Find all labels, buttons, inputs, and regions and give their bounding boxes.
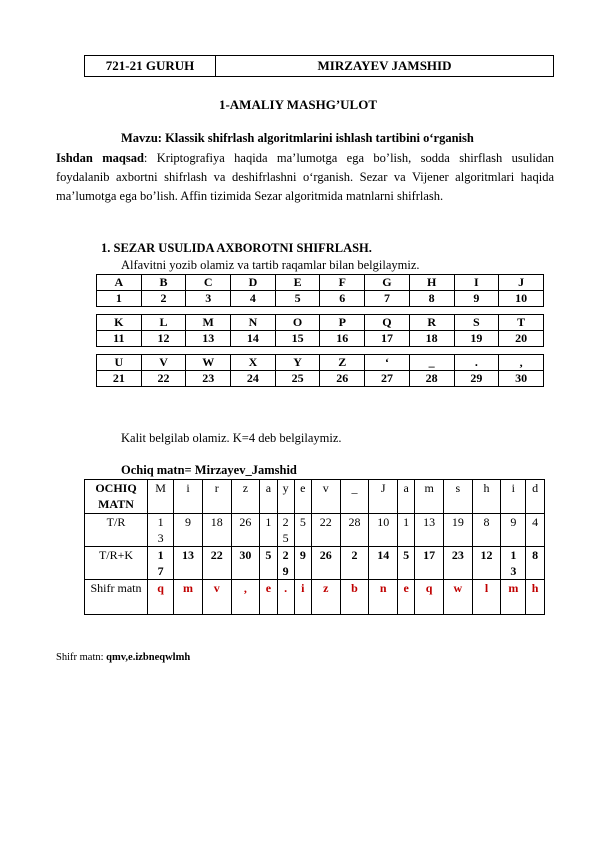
alphabet-letter-row bbox=[97, 355, 544, 371]
shifted-number-row-cell: 5 bbox=[398, 547, 415, 580]
alphabet-number-row bbox=[97, 291, 544, 307]
alphabet-letter-cell: G bbox=[365, 275, 410, 291]
order-number-row-cell: 1 bbox=[260, 514, 277, 547]
alphabet-spacer-cell bbox=[409, 307, 454, 315]
alphabet-number-cell: 13 bbox=[186, 331, 231, 347]
section-heading: 1. SEZAR USULIDA AXBOROTNI SHIFRLASH. bbox=[101, 241, 372, 255]
shifted-number-row-cell: 2 9 bbox=[277, 547, 294, 580]
alphabet-spacer-cell bbox=[499, 347, 544, 355]
alphabet-letter-cell: O bbox=[275, 315, 320, 331]
order-number-row-cell: 13 bbox=[415, 514, 444, 547]
order-number-row-cell: 8 bbox=[472, 514, 501, 547]
alphabet-number-cell: 24 bbox=[231, 371, 276, 387]
shifted-number-row-cell: 26 bbox=[311, 547, 340, 580]
alphabet-spacer-cell bbox=[454, 347, 499, 355]
ciphertext-row-cell: q bbox=[415, 580, 444, 615]
alphabet-number-cell: 1 bbox=[97, 291, 142, 307]
order-number-row-cell: 1 3 bbox=[148, 514, 174, 547]
alphabet-letter-cell: W bbox=[186, 355, 231, 371]
order-number-row-cell: 26 bbox=[231, 514, 260, 547]
row-label-cell: OCHIQ MATN bbox=[85, 480, 148, 514]
shifted-number-row-cell: 30 bbox=[231, 547, 260, 580]
alphabet-spacer-cell bbox=[186, 307, 231, 315]
alphabet-spacer-cell bbox=[320, 347, 365, 355]
ciphertext-row-cell: . bbox=[277, 580, 294, 615]
alphabet-number-cell: 8 bbox=[409, 291, 454, 307]
alphabet-spacer-cell bbox=[365, 307, 410, 315]
alphabet-number-cell: 12 bbox=[141, 331, 186, 347]
shifted-number-row-cell: 5 bbox=[260, 547, 277, 580]
alphabet-number-cell: 9 bbox=[454, 291, 499, 307]
plaintext-row-cell: z bbox=[231, 480, 260, 514]
plaintext-row-cell: M bbox=[148, 480, 174, 514]
key-line: Kalit belgilab olamiz. K=4 deb belgilaymiz. bbox=[121, 431, 342, 445]
alphabet-number-cell: 19 bbox=[454, 331, 499, 347]
alphabet-letter-cell: Q bbox=[365, 315, 410, 331]
alphabet-letter-cell: D bbox=[231, 275, 276, 291]
alphabet-number-cell: 30 bbox=[499, 371, 544, 387]
alphabet-letter-cell: P bbox=[320, 315, 365, 331]
plaintext-row-cell: h bbox=[472, 480, 501, 514]
alphabet-letter-cell: J bbox=[499, 275, 544, 291]
ciphertext-row bbox=[85, 580, 545, 615]
plaintext-row-cell: d bbox=[526, 480, 545, 514]
alphabet-letter-row bbox=[97, 275, 544, 291]
alphabet-number-cell: 6 bbox=[320, 291, 365, 307]
shifted-number-row-cell: 22 bbox=[202, 547, 231, 580]
encryption-table bbox=[84, 479, 545, 615]
alphabet-letter-cell: S bbox=[454, 315, 499, 331]
shifted-number-row-cell: 9 bbox=[294, 547, 311, 580]
alphabet-letter-cell: Y bbox=[275, 355, 320, 371]
order-number-row-cell: 4 bbox=[526, 514, 545, 547]
alphabet-letter-cell: . bbox=[454, 355, 499, 371]
alphabet-number-cell: 20 bbox=[499, 331, 544, 347]
alphabet-number-cell: 18 bbox=[409, 331, 454, 347]
alphabet-number-cell: 16 bbox=[320, 331, 365, 347]
plaintext-row-cell: s bbox=[443, 480, 472, 514]
alphabet-letter-cell: K bbox=[97, 315, 142, 331]
ciphertext-row-cell: e bbox=[398, 580, 415, 615]
alphabet-letter-cell: M bbox=[186, 315, 231, 331]
alphabet-spacer-cell bbox=[231, 347, 276, 355]
cipher-summary bbox=[56, 652, 190, 663]
alphabet-number-cell: 23 bbox=[186, 371, 231, 387]
order-number-row-cell: 18 bbox=[202, 514, 231, 547]
plaintext-line: Ochiq matn= Mirzayev_Jamshid bbox=[121, 463, 297, 477]
alphabet-letter-cell: C bbox=[186, 275, 231, 291]
order-number-row-cell: 19 bbox=[443, 514, 472, 547]
ciphertext-row-cell: m bbox=[501, 580, 526, 615]
alphabet-number-cell: 7 bbox=[365, 291, 410, 307]
ciphertext-row-cell: i bbox=[294, 580, 311, 615]
alphabet-letter-cell: Z bbox=[320, 355, 365, 371]
ciphertext-row-cell: , bbox=[231, 580, 260, 615]
group-cell: 721-21 GURUH bbox=[85, 56, 216, 77]
ciphertext-row-cell: w bbox=[443, 580, 472, 615]
ciphertext-row-cell: l bbox=[472, 580, 501, 615]
alphabet-spacer-cell bbox=[141, 347, 186, 355]
page-title: 1-AMALIY MASHG’ULOT bbox=[218, 97, 378, 112]
order-number-row-cell: 2 5 bbox=[277, 514, 294, 547]
alphabet-spacer-cell bbox=[231, 307, 276, 315]
alphabet-letter-cell: A bbox=[97, 275, 142, 291]
order-number-row-cell: 22 bbox=[311, 514, 340, 547]
order-number-row-cell: 1 bbox=[398, 514, 415, 547]
shifted-number-row bbox=[85, 547, 545, 580]
ciphertext-row-cell: b bbox=[340, 580, 369, 615]
alphabet-number-row bbox=[97, 371, 544, 387]
row-label-cell: T/R bbox=[85, 514, 148, 547]
shifted-number-row-cell: 1 7 bbox=[148, 547, 174, 580]
alphabet-spacer-cell bbox=[499, 307, 544, 315]
plaintext-row-cell: y bbox=[277, 480, 294, 514]
alphabet-number-cell: 11 bbox=[97, 331, 142, 347]
alphabet-letter-cell: L bbox=[141, 315, 186, 331]
alphabet-letter-cell: X bbox=[231, 355, 276, 371]
ciphertext-row-cell: h bbox=[526, 580, 545, 615]
purpose-text: : Kriptografiya haqida ma’lumotga ega bo’lish, sodda shirflash usulidan foydalanib axbortni shifrlash va deshifrlashni o‘rganish. Sezar va Vijener algoritmlari haqida ma’lumotga ega bo’lish. Affin tizimida Sezar algoritmida matnlarni shifrlash. bbox=[56, 151, 554, 203]
row-label-cell: Shifr matn bbox=[85, 580, 148, 615]
alphabet-letter-cell: U bbox=[97, 355, 142, 371]
shifted-number-row-cell: 23 bbox=[443, 547, 472, 580]
alphabet-number-cell: 4 bbox=[231, 291, 276, 307]
shifted-number-row-cell: 1 3 bbox=[501, 547, 526, 580]
order-number-row-cell: 9 bbox=[501, 514, 526, 547]
alphabet-number-cell: 21 bbox=[97, 371, 142, 387]
plaintext-row-cell: a bbox=[398, 480, 415, 514]
alphabet-letter-cell: I bbox=[454, 275, 499, 291]
purpose-label: Ishdan maqsad bbox=[56, 151, 144, 165]
alphabet-letter-cell: ‘ bbox=[365, 355, 410, 371]
alphabet-letter-cell: E bbox=[275, 275, 320, 291]
alphabet-spacer-cell bbox=[141, 307, 186, 315]
alphabet-table bbox=[96, 274, 544, 387]
alphabet-number-cell: 2 bbox=[141, 291, 186, 307]
alphabet-number-cell: 3 bbox=[186, 291, 231, 307]
alphabet-letter-cell: N bbox=[231, 315, 276, 331]
plaintext-row-cell: v bbox=[311, 480, 340, 514]
alphabet-number-cell: 26 bbox=[320, 371, 365, 387]
order-number-row bbox=[85, 514, 545, 547]
alphabet-spacer-cell bbox=[275, 347, 320, 355]
alphabet-spacer-cell bbox=[454, 307, 499, 315]
alphabet-spacer-cell bbox=[97, 307, 142, 315]
student-name-cell: MIRZAYEV JAMSHID bbox=[216, 56, 554, 77]
alphabet-intro: Alfavitni yozib olamiz va tartib raqamlar bilan belgilaymiz. bbox=[121, 258, 420, 272]
alphabet-letter-cell: H bbox=[409, 275, 454, 291]
order-number-row-cell: 28 bbox=[340, 514, 369, 547]
plaintext-row-cell: a bbox=[260, 480, 277, 514]
plaintext-row-cell: r bbox=[202, 480, 231, 514]
alphabet-letter-row bbox=[97, 315, 544, 331]
alphabet-number-cell: 10 bbox=[499, 291, 544, 307]
alphabet-number-cell: 15 bbox=[275, 331, 320, 347]
alphabet-number-cell: 25 bbox=[275, 371, 320, 387]
alphabet-letter-cell: V bbox=[141, 355, 186, 371]
alphabet-letter-cell: _ bbox=[409, 355, 454, 371]
alphabet-number-row bbox=[97, 331, 544, 347]
alphabet-spacer-row bbox=[97, 307, 544, 315]
shifted-number-row-cell: 12 bbox=[472, 547, 501, 580]
ciphertext-row-cell: z bbox=[311, 580, 340, 615]
plaintext-row-cell: i bbox=[174, 480, 203, 514]
alphabet-number-cell: 17 bbox=[365, 331, 410, 347]
ciphertext-row-cell: q bbox=[148, 580, 174, 615]
row-label-cell: T/R+K bbox=[85, 547, 148, 580]
alphabet-spacer-cell bbox=[320, 307, 365, 315]
ciphertext-row-cell: e bbox=[260, 580, 277, 615]
order-number-row-cell: 5 bbox=[294, 514, 311, 547]
header-table bbox=[84, 55, 554, 77]
alphabet-spacer-cell bbox=[365, 347, 410, 355]
plaintext-row-cell: J bbox=[369, 480, 398, 514]
alphabet-letter-cell: F bbox=[320, 275, 365, 291]
alphabet-letter-cell: T bbox=[499, 315, 544, 331]
plaintext-row-cell: e bbox=[294, 480, 311, 514]
plaintext-row-cell: i bbox=[501, 480, 526, 514]
alphabet-number-cell: 28 bbox=[409, 371, 454, 387]
alphabet-spacer-row bbox=[97, 347, 544, 355]
topic-line: Mavzu: Klassik shifrlash algoritmlarini ishlash tartibini o‘rganish bbox=[121, 131, 474, 145]
order-number-row-cell: 9 bbox=[174, 514, 203, 547]
alphabet-number-cell: 29 bbox=[454, 371, 499, 387]
plaintext-row-cell: m bbox=[415, 480, 444, 514]
alphabet-number-cell: 14 bbox=[231, 331, 276, 347]
alphabet-letter-cell: , bbox=[499, 355, 544, 371]
alphabet-spacer-cell bbox=[97, 347, 142, 355]
alphabet-number-cell: 27 bbox=[365, 371, 410, 387]
alphabet-spacer-cell bbox=[409, 347, 454, 355]
alphabet-number-cell: 22 bbox=[141, 371, 186, 387]
alphabet-spacer-cell bbox=[186, 347, 231, 355]
ciphertext-row-cell: m bbox=[174, 580, 203, 615]
alphabet-number-cell: 5 bbox=[275, 291, 320, 307]
cipher-summary-value: qmv,e.izbneqwlmh bbox=[106, 652, 191, 663]
alphabet-letter-cell: B bbox=[141, 275, 186, 291]
purpose-paragraph bbox=[56, 149, 554, 206]
order-number-row-cell: 10 bbox=[369, 514, 398, 547]
shifted-number-row-cell: 17 bbox=[415, 547, 444, 580]
shifted-number-row-cell: 14 bbox=[369, 547, 398, 580]
ciphertext-row-cell: v bbox=[202, 580, 231, 615]
plaintext-row-cell: _ bbox=[340, 480, 369, 514]
cipher-summary-label: Shifr matn: bbox=[56, 652, 107, 663]
alphabet-spacer-cell bbox=[275, 307, 320, 315]
ciphertext-row-cell: n bbox=[369, 580, 398, 615]
plaintext-row bbox=[85, 480, 545, 514]
shifted-number-row-cell: 13 bbox=[174, 547, 203, 580]
alphabet-letter-cell: R bbox=[409, 315, 454, 331]
shifted-number-row-cell: 2 bbox=[340, 547, 369, 580]
shifted-number-row-cell: 8 bbox=[526, 547, 545, 580]
